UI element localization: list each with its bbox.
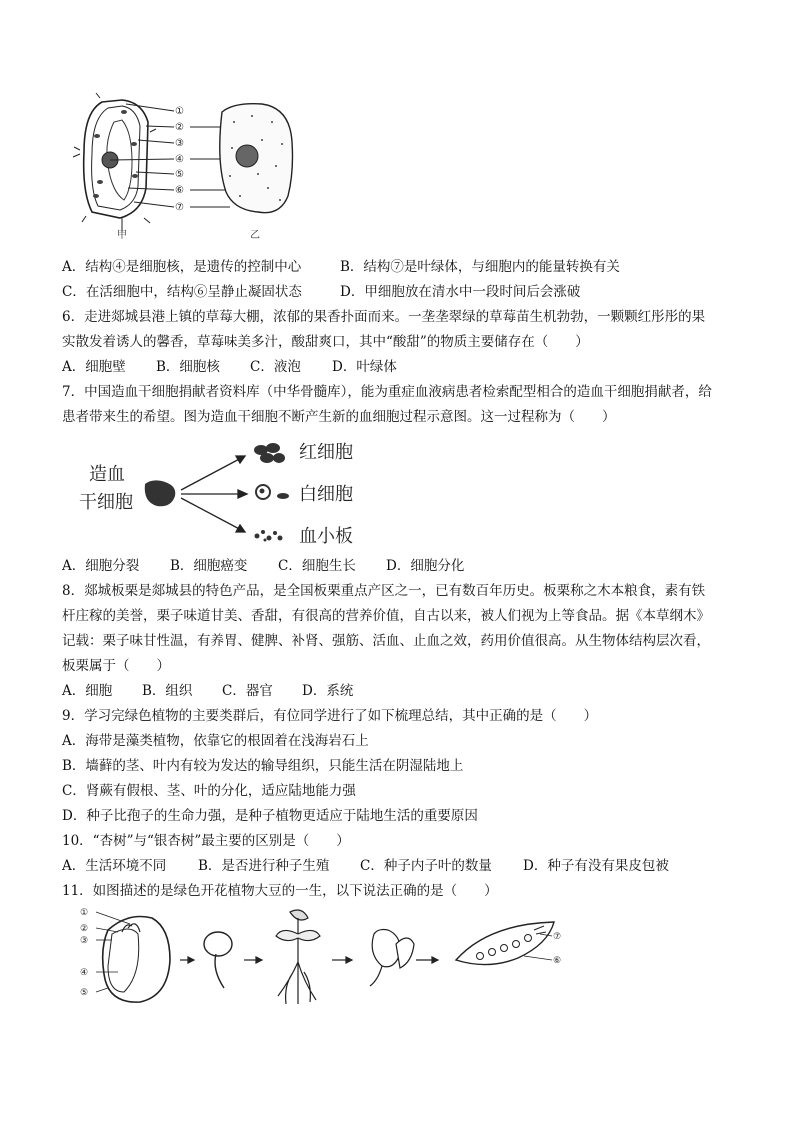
germinating-seed-icon [204, 932, 232, 988]
seed-label-3: ③ [80, 936, 89, 946]
q10-option-c: C．种子内子叶的数量 [360, 858, 492, 874]
platelets-icon [255, 530, 283, 542]
q7-stem-line-2: 患者带来生的希望。图为造血干细胞不断产生新的血细胞过程示意图。这一过程称为（ ） [62, 409, 616, 425]
q6-option-c: C．液泡 [250, 359, 301, 375]
seedling-plant-icon [276, 910, 320, 1004]
q7-options [62, 557, 464, 575]
q9-option-b: B．墙藓的茎、叶内有较为发达的输导组织，只能生活在阴湿陆地上 [62, 758, 464, 774]
fig-target-platelet: 血小板 [299, 526, 353, 547]
fig-source-label-2: 干细胞 [79, 492, 133, 513]
q8-options [62, 682, 353, 700]
red-blood-cells-icon [254, 443, 285, 463]
q11-stem: 11．如图描述的是绿色开花植物大豆的一生，以下说法正确的是（ ） [62, 883, 498, 899]
q8-option-b: B．组织 [142, 683, 193, 699]
q7-option-c: C．细胞生长 [278, 558, 356, 574]
q10-stem: 10．“杏树”与“银杏树”最主要的区别是（ ） [62, 833, 350, 849]
q5-option-c: C．在活细胞中，结构⑥呈静止凝固状态 [62, 284, 302, 300]
cell-diagram-figure [62, 92, 312, 244]
fig-target-red: 红细胞 [299, 442, 353, 463]
q6-option-a: A．细胞壁 [62, 359, 126, 375]
q6-options [62, 358, 397, 376]
cell-label-1: ① [175, 106, 184, 117]
cell-label-3: ③ [175, 138, 184, 149]
q9-stem: 9．学习完绿色植物的主要类群后，有位同学进行了如下梳理总结，其中正确的是（ ） [62, 708, 598, 724]
q5-option-d: D．甲细胞放在清水中一段时间后会涨破 [340, 284, 581, 300]
seed-label-5: ⑤ [80, 988, 89, 998]
q8-stem-line-2: 杆庄稼的美誉，栗子味道甘美、香甜，有很高的营养价值，自古以来，被人们视为上等食品。据《本草纲木》 [62, 608, 710, 624]
q10-option-d: D．种子有没有果皮包被 [523, 858, 669, 874]
cell-label-6: ⑥ [175, 185, 184, 196]
animal-cell-yi [220, 104, 293, 213]
q8-stem-line-1: 8．郯城板栗是郯城县的特色产品，是全国板栗重点产区之一，已有数百年历史。板栗称之木本粮食，素有铁 [62, 583, 706, 599]
q7-option-b: B．细胞癌变 [170, 558, 248, 574]
blood-cell-figure [75, 434, 375, 554]
q5-option-a: A．结构④是细胞核，是遗传的控制中心 [62, 259, 302, 275]
plant-cell-jia [73, 93, 156, 232]
q9-option-c: C．肾蕨有假根、茎、叶的分化，适应陆地能力强 [62, 783, 356, 799]
seed-structure-icon [103, 917, 170, 1003]
q7-option-a: A．细胞分裂 [62, 558, 140, 574]
pod-label-6: ⑥ [553, 956, 562, 966]
soybean-life-cycle-figure [78, 904, 578, 1012]
fig-target-white: 白细胞 [299, 484, 353, 505]
q5-option-b: B．结构⑦是叶绿体，与细胞内的能量转换有关 [340, 259, 620, 275]
cell-label-4: ④ [175, 154, 184, 165]
cell-label-5: ⑤ [175, 169, 184, 180]
q6-option-d: D．叶绿体 [332, 359, 397, 375]
q7-stem-line-1: 7．中国造血干细胞捐献者资料库（中华骨髓库），能为重症血液病患者检索配型相合的造血干细胞捐献者，给 [62, 384, 712, 400]
q10-option-a: A．生活环境不同 [62, 858, 167, 874]
q5-options-row-2 [62, 283, 580, 301]
q9-option-d: D．种子比孢子的生命力强，是种子植物更适应于陆地生活的重要原因 [62, 808, 478, 824]
q10-options [62, 857, 669, 875]
q6-stem-line-2: 实散发着诱人的馨香，草莓味美多汁，酸甜爽口，其中“酸甜”的物质主要储存在（ ） [62, 334, 589, 350]
flower-icon [370, 930, 414, 987]
q8-option-a: A．细胞 [62, 683, 113, 699]
q6-stem-line-1: 6．走进郯城县港上镇的草莓大棚，浓郁的果香扑面而来。一垄垄翠绿的草莓苗生机勃勃，一颗颗红彤彤的果 [62, 309, 706, 325]
seed-label-2: ② [80, 924, 89, 934]
stem-cell-icon [145, 480, 176, 506]
caption-yi: 乙 [250, 230, 260, 241]
white-blood-cells-icon [256, 485, 289, 499]
q9-option-a: A．海带是藻类植物，依靠它的根固着在浅海岩石上 [62, 733, 369, 749]
q8-option-c: C．器官 [222, 683, 273, 699]
q8-stem-line-4: 板栗属于（ ） [62, 658, 170, 674]
seed-label-4: ④ [80, 968, 89, 978]
fig-source-label-1: 造血 [89, 464, 125, 485]
cell-label-7: ⑦ [175, 202, 184, 213]
caption-jia: 甲 [117, 230, 127, 241]
q8-option-d: D．系统 [302, 683, 354, 699]
q7-option-d: D．细胞分化 [386, 558, 465, 574]
q5-options-row-1 [62, 258, 620, 276]
q8-stem-line-3: 记载：栗子味甘性温，有养胃、健脾、补肾、强筋、活血、止血之效，药用价值很高。从生物体结构层次看， [62, 633, 710, 649]
pod-label-7: ⑦ [553, 932, 562, 942]
cell-label-2: ② [175, 122, 184, 133]
q6-option-b: B．细胞核 [156, 359, 220, 375]
q10-option-b: B．是否进行种子生殖 [198, 858, 330, 874]
seed-label-1: ① [80, 908, 89, 918]
